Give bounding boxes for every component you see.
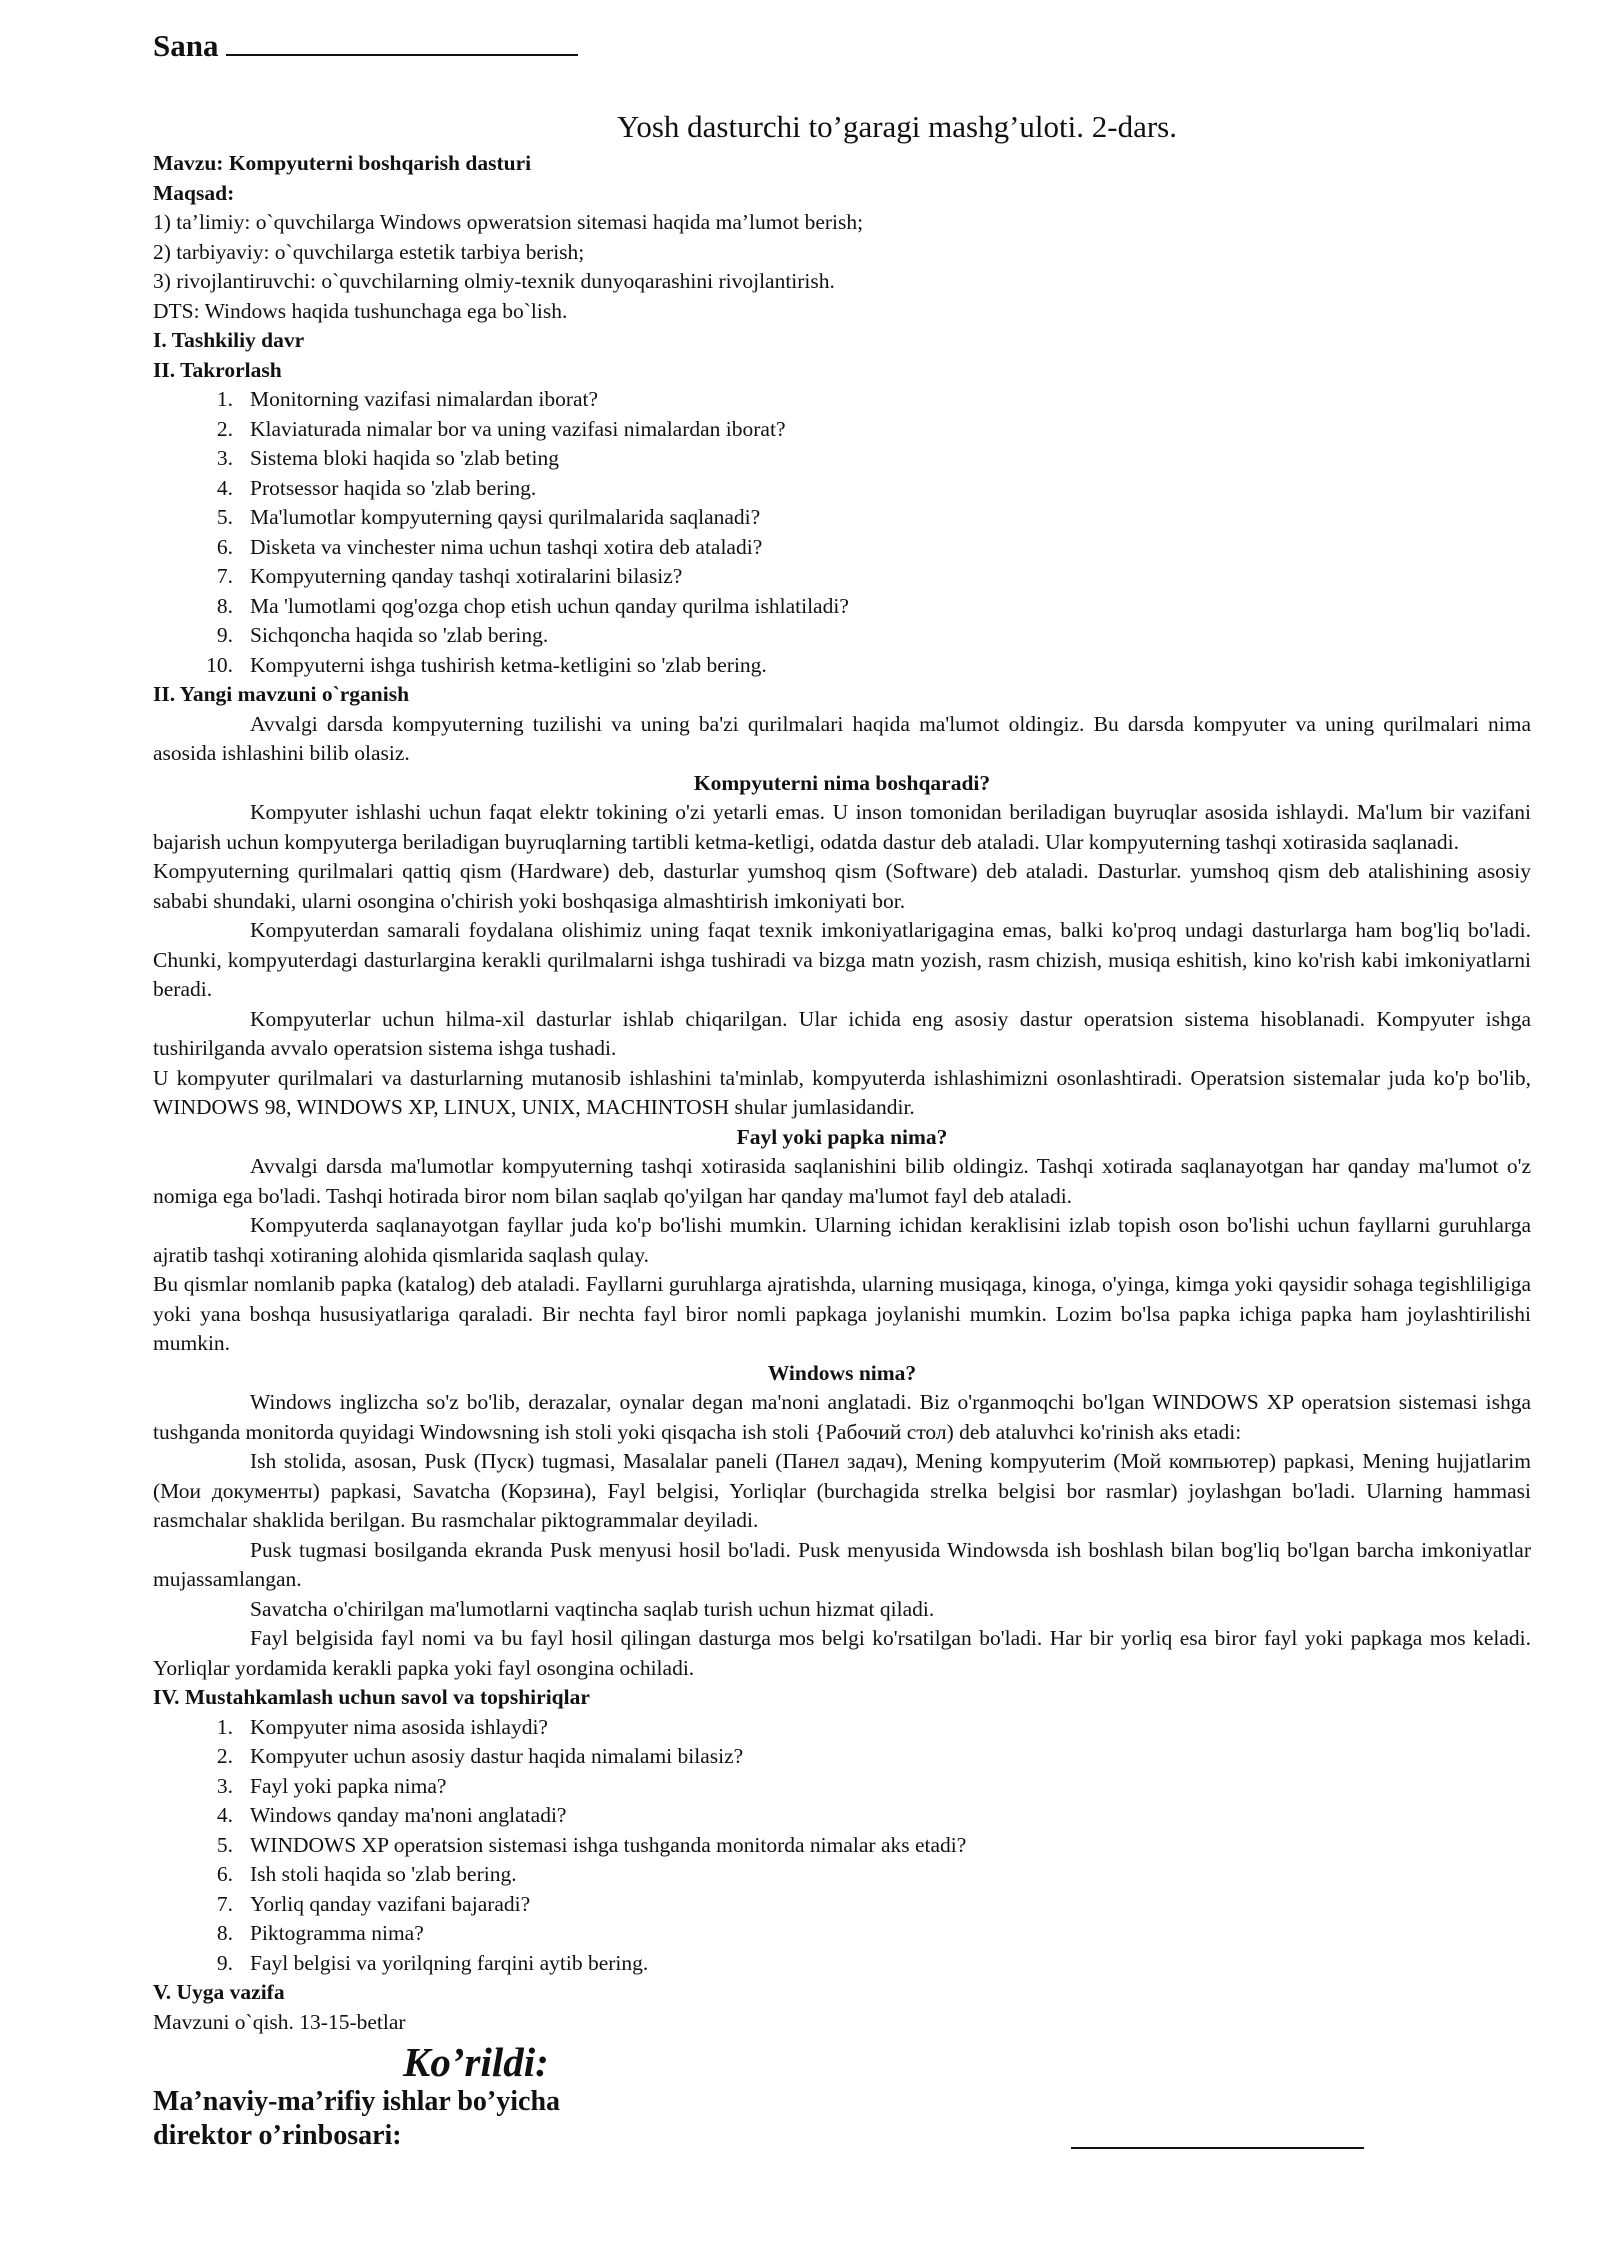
review-questions-list xyxy=(153,385,1531,680)
list-item: 8. Ma 'lumotlami qog'ozga chop etish uchun qanday qurilma ishlatiladi? xyxy=(216,593,849,618)
list-item: 1. Kompyuter nima asosida ishlaydi? xyxy=(216,1714,548,1739)
document-title: Yosh dasturchi to’garagi mashg’uloti. 2-dars. xyxy=(617,109,1177,144)
list-item: 9. Sichqoncha haqida so 'zlab bering. xyxy=(216,623,549,647)
paragraph: Savatcha o'chirilgan ma'lumotlarni vaqtincha saqlab turish uchun hizmat qiladi. xyxy=(250,1596,935,1621)
paragraph: Kompyuterlar uchun hilma-xil dasturlar ishlab chiqarilgan. Ular ichida eng asosiy dastur operatsion sistema hisoblanadi. Kompyuter ishga tushirilganda avvalo operatsion sistema ishga tushadi. xyxy=(153,1006,1531,1060)
reinforcement-questions-list xyxy=(153,1713,1531,1979)
paragraph: Avvalgi darsda ma'lumotlar kompyuterning tashqi xotirasida saqlanishini bilib oldingiz. Tashqi xotirada saqlanayotgan har qanday ma'lumot o'z nomiga ega bo'ladi. Tashqi hotirada biror nom bilan saqlab qo'yilgan har qanday ma'lumot fayl deb ataladi. xyxy=(153,1154,1531,1208)
goal-item: 1) ta’limiy: o`quvchilarga Windows opweratsion sitemasi haqida ma’lumot berish; xyxy=(153,210,864,234)
document-page xyxy=(153,20,1531,2153)
goal-label: Maqsad: xyxy=(153,180,235,205)
list-item: 7. Yorliq qanday vazifani bajaradi? xyxy=(216,1891,531,1916)
signer-title-line1: Ma’naviy-ma’rifiy ishlar bo’yicha xyxy=(153,2086,561,2117)
reviewed-label: Ko’rildi: xyxy=(403,2039,549,2085)
list-item: 10. Kompyuterni ishga tushirish ketma-ketligini so 'zlab bering. xyxy=(206,652,767,677)
list-item: 5. WINDOWS XP operatsion sistemasi ishga tushganda monitorda nimalar aks etadi? xyxy=(216,1832,967,1857)
list-item: 1. Monitorning vazifasi nimalardan iborat? xyxy=(216,387,599,411)
subheading: Kompyuterni nima boshqaradi? xyxy=(693,770,991,795)
section-heading: II. Yangi mavzuni o`rganish xyxy=(153,682,410,706)
list-item: 6. Disketa va vinchester nima uchun tashqi xotira deb ataladi? xyxy=(216,534,763,559)
list-item: 6. Ish stoli haqida so 'zlab bering. xyxy=(216,1862,517,1886)
list-item: 4. Windows qanday ma'noni anglatadi? xyxy=(216,1803,567,1827)
section-heading: II. Takrorlash xyxy=(153,357,282,382)
paragraph: Kompyuterdan samarali foydalana olishimiz uning faqat texnik imkoniyatlarigagina emas, balki ko'proq undagi dasturlarga ham bog'liq bo'ladi. Chunki, kompyuterdagi dasturlargina kerakli qurilmalarni ishga tushiradi va bizga matn yozish, rasm chizish, musiqa eshitish, kino ko'rish kabi imkoniyatlarni beradi. xyxy=(153,918,1531,1001)
signature-block xyxy=(153,2085,1531,2153)
list-item: 3. Fayl yoki papka nima? xyxy=(216,1773,447,1798)
goal-item: 2) tarbiyaviy: o`quvchilarga estetik tarbiya berish; xyxy=(153,239,585,264)
paragraph: Ish stolida, asosan, Pusk (Пуск) tugmasi, Masalalar paneli (Панел задач), Mening kompyuterim (Мой компьютер) papkasi, Mening hujjatlarim (Мои документы) papkasi, Savatcha (Корзина), Fayl belgisi, Yorliqlar (burchagida strelka belgisi bor rasmlar) joylashgan bo'ladi. Ularning hammasi rasmchalar shaklida berilgan. Bu rasmchalar piktogrammalar deyiladi. xyxy=(153,1449,1531,1532)
paragraph: Kompyuterning qurilmalari qattiq qism (Hardware) deb, dasturlar yumshoq qism (Software) deb ataladi. Dasturlar. yumshoq qism deb atalishining asosiy sababi shundaki, ularni osongina o'chirish yoki boshqasiga almashtirish imkoniyati bor. xyxy=(153,859,1531,913)
paragraph: Windows inglizcha so'z bo'lib, derazalar, oynalar degan ma'noni anglatadi. Biz o'rganmoqchi bo'lgan WINDOWS XP operatsion sistemasi ishga tushganda monitorda quyidagi Windowsning ish stoli yoki qisqacha ish stoli {Рабочий стол) deb ataluvhci ko'rinish aks etadi: xyxy=(153,1390,1531,1444)
paragraph: U kompyuter qurilmalari va dasturlarning mutanosib ishlashini ta'minlab, kompyuterda ishlashimizni osonlashtiradi. Operatsion sistemalar juda ko'p bo'lib, WINDOWS 98, WINDOWS XP, LINUX, UNIX, MACHINTOSH shular jumlasidandir. xyxy=(153,1065,1531,1119)
dts-line: DTS: Windows haqida tushunchaga ega bo`lish. xyxy=(153,298,568,323)
section-heading: V. Uyga vazifa xyxy=(153,1980,285,2004)
section-heading: IV. Mustahkamlash uchun savol va topshiriqlar xyxy=(153,1685,590,1709)
list-item: 4. Protsessor haqida so 'zlab bering. xyxy=(216,475,537,500)
paragraph: Kompyuterda saqlanayotgan fayllar juda ko'p bo'lishi mumkin. Ularning ichidan keraklisini izlab topish oson bo'lishi uchun fayllarni guruhlarga ajratib tashqi xotiraning alohida qismlarida saqlash qulay. xyxy=(153,1213,1531,1267)
goal-item: 3) rivojlantiruvchi: o`quvchilarning olmiy-texnik dunyoqarashini rivojlantirish. xyxy=(153,269,835,293)
section-heading: I. Tashkiliy davr xyxy=(153,328,305,352)
signer-title-line2: direktor o’rinbosari: xyxy=(153,2120,402,2151)
homework-text: Mavzuni o`qish. 13-15-betlar xyxy=(153,2009,406,2034)
paragraph: Fayl belgisida fayl nomi va bu fayl hosil qilingan dasturga mos belgi ko'rsatilgan bo'ladi. Har bir yorliq esa biror fayl yoki papkaga mos keladi. Yorliqlar yordamida kerakli papka yoki fayl osongina ochiladi. xyxy=(153,1626,1531,1680)
list-item: 7. Kompyuterning qanday tashqi xotiralarini bilasiz? xyxy=(216,564,683,588)
paragraph: Avvalgi darsda kompyuterning tuzilishi va uning ba'zi qurilmalari haqida ma'lumot oldingiz. Bu darsda kompyuter va uning qurilmalari nima asosida ishlashini bilib olasiz. xyxy=(153,711,1531,765)
subheading: Fayl yoki papka nima? xyxy=(736,1124,948,1149)
list-item: 3. Sistema bloki haqida so 'zlab beting xyxy=(216,446,559,470)
list-item: 9. Fayl belgisi va yorilqning farqini aytib bering. xyxy=(216,1950,649,1975)
date-blank-line xyxy=(226,28,578,56)
list-item: 8. Piktogramma nima? xyxy=(216,1921,424,1945)
paragraph: Pusk tugmasi bosilganda ekranda Pusk menyusi hosil bo'ladi. Pusk menyusida Windowsda ish boshlash bilan bog'liq bo'lgan barcha imkoniyatlar mujassamlangan. xyxy=(153,1537,1531,1591)
subheading: Windows nima? xyxy=(767,1360,917,1385)
signature-blank-line xyxy=(1071,2147,1364,2149)
date-label: Sana xyxy=(153,28,219,63)
list-item: 2. Kompyuter uchun asosiy dastur haqida nimalami bilasiz? xyxy=(216,1744,744,1768)
topic-line: Mavzu: Kompyuterni boshqarish dasturi xyxy=(153,151,532,175)
list-item: 5. Ma'lumotlar kompyuterning qaysi qurilmalarida saqlanadi? xyxy=(216,505,761,529)
list-item: 2. Klaviaturada nimalar bor va uning vazifasi nimalardan iborat? xyxy=(216,416,786,441)
paragraph: Kompyuter ishlashi uchun faqat elektr tokining o'zi yetarli emas. U inson tomonidan beriladigan buyruqlar asosida ishlaydi. Ma'lum bir vazifani bajarish uchun kompyuterga beriladigan buyruqlarning tartibli ketma-ketligi, odatda dastur deb ataladi. Ular kompyuterning tashqi xotirasida saqlanadi. xyxy=(153,800,1531,854)
paragraph: Bu qismlar nomlanib papka (katalog) deb ataladi. Fayllarni guruhlarga ajratishda, ularning musiqaga, kinoga, o'yinga, kimga yoki qaysidir sohaga tegishliligiga yoki yana boshqa hususiyatlariga qaraladi. Bir nechta fayl biror nomli papkaga joylanishi mumkin. Lozim bo'lsa papka ichiga papka ham joylashtirilishi mumkin. xyxy=(153,1272,1531,1355)
date-field xyxy=(153,20,1531,72)
